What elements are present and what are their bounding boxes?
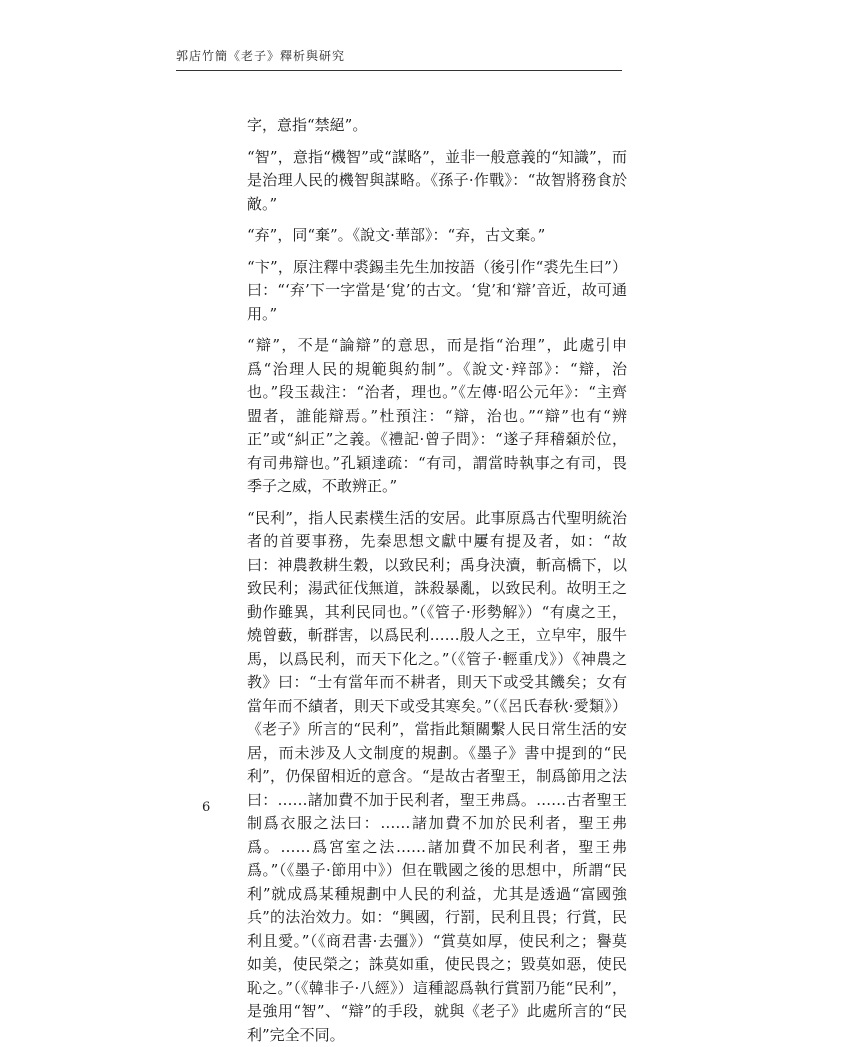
paragraph: “民利”，指人民素樸生活的安居。此事原爲古代聖明統治者的首要事務，先秦思想文獻中屢有提及者，如：“故曰：神農教耕生穀，以致民利；禹身決瀆，斬高橋下，以致民利；湯武征伐無道，誅殺暴亂，以致民利。故明王之動作雖異，其利民同也。”（《管子·形勢解》）“有虞之王，燒曾藪，斬群害，以爲民利……殷人之王，立皁牢，服牛馬，以爲民利，而天下化之。”（《管子·輕重戊》）《神農之教》曰：“士有當年而不耕者，則天下或受其饑矣；女有當年而不績者，則天下或受其寒矣。”（《呂氏春秋·愛類》）《老子》所言的“民利”，當指此類關繫人民日常生活的安居，而未涉及人文制度的規劃。《墨子》書中提到的“民利”，仍保留相近的意含。“是故古者聖王，制爲節用之法曰：……諸加費不加于民利者，聖王弗爲。……古者聖王制爲衣服之法曰：……諸加費不加於民利者，聖王弗爲。……爲宮室之法……諸加費不加民利者，聖王弗爲。”（《墨子·節用中》）但在戰國之後的思想中，所謂“民利”就成爲某種規劃中人民的利益，尤其是透過“富國強兵”的法治效力。如：“興國，行罰，民利且畏；行賞，民利且愛。”（《商君書·去彊》）“賞莫如厚，使民利之；譽莫如美，使民榮之；誅莫如重，使民畏之；毀莫如惡，使民恥之。”（《韓非子·八經》）這種認爲執行賞罰乃能“民利”，是強用“智”、“辯”的手段，就與《老子》此處所言的“民利”完全不同。 <box>247 507 627 1047</box>
paragraph: “卞”，原注釋中裘錫圭先生加按語（後引作“裘先生曰”）曰：“‘弃’下一字當是‘覍’的古文。‘覍’和‘辯’音近，故可通用。” <box>247 256 627 327</box>
paragraph: “智”，意指“機智”或“謀略”，並非一般意義的“知識”，而是治理人民的機智與謀略。《孫子·作戰》：“故智將務食於敵。” <box>247 146 627 217</box>
header-rule <box>176 70 622 71</box>
paragraph: “辯”，不是“論辯”的意思，而是指“治理”，此處引申爲“治理人民的規範與約制”。《說文·辡部》：“辯，治也。”段玉裁注：“治者，理也。”《左傳·昭公元年》：“主齊盟者，誰能辯焉。”杜預注：“辯，治也。”“辯”也有“辨正”或“糾正”之義。《禮記·曾子問》：“遂子拜稽顙於位，有司弗辯也。”孔穎達疏：“有司，謂當時執事之有司，畏季子之威，不敢辨正。” <box>247 334 627 499</box>
paragraph: 字，意指“禁絕”。 <box>247 114 627 138</box>
paragraph: “弃”，同“棄”。《說文·華部》：“弃，古文棄。” <box>247 224 627 248</box>
page-number: 6 <box>202 800 210 815</box>
body-text <box>247 114 627 1047</box>
running-header-title: 郭店竹簡《老子》釋析與研究 <box>176 47 345 64</box>
